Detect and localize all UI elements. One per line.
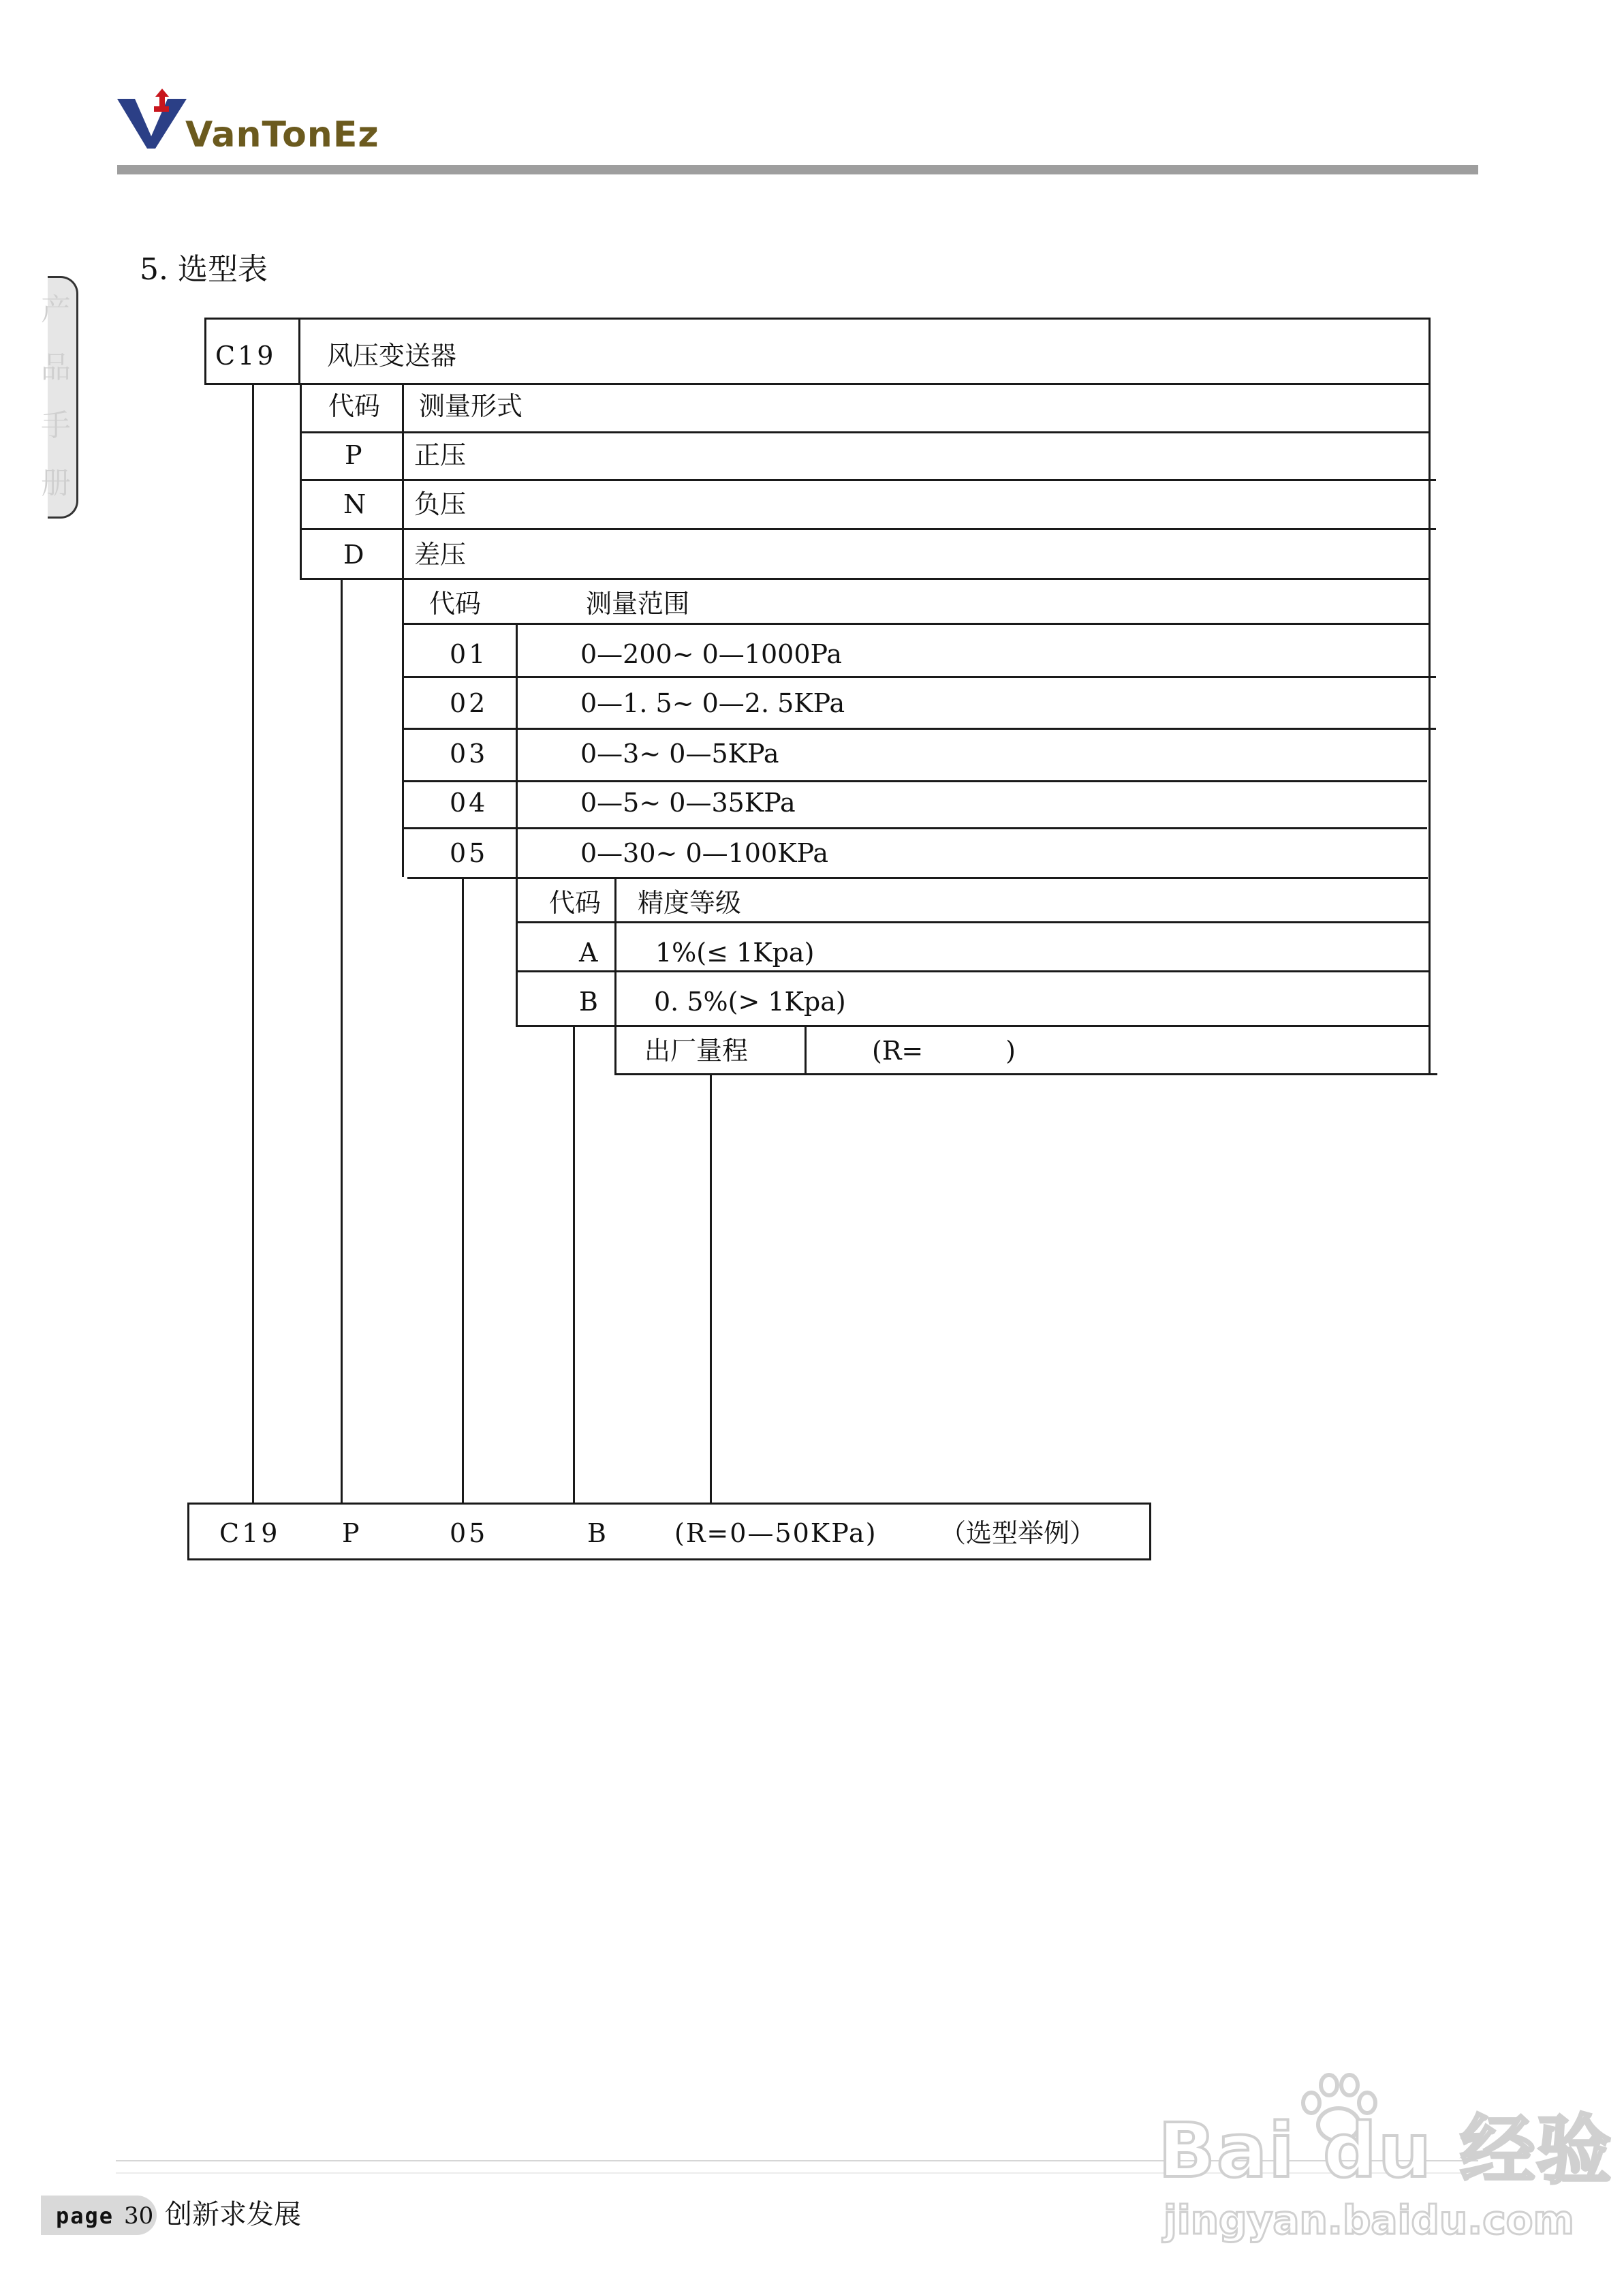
range-code: 05 xyxy=(450,838,488,868)
form-header-code: 代码 xyxy=(328,391,381,421)
form-code: P xyxy=(345,440,362,470)
footer-slogan: 创新求发展 xyxy=(165,2199,301,2230)
example-note: （选型举例） xyxy=(940,1518,1096,1548)
example-form: P xyxy=(342,1518,360,1548)
form-code: D xyxy=(343,540,364,570)
section-title: 5. 选型表 xyxy=(140,252,268,287)
range-label: 0—1. 5~ 0—2. 5KPa xyxy=(580,688,845,718)
model-name: 风压变送器 xyxy=(327,341,457,371)
page-word: page xyxy=(56,2203,114,2229)
logo-text: VanTonEz xyxy=(185,114,379,155)
side-tab-char: 手 xyxy=(41,408,71,443)
range-label: 0—200~ 0—1000Pa xyxy=(580,639,843,669)
example-range: 05 xyxy=(450,1518,488,1548)
page-number: 30 xyxy=(124,2202,154,2230)
side-tab-char: 品 xyxy=(41,350,71,385)
header-rule xyxy=(117,165,1478,174)
accuracy-header-code: 代码 xyxy=(549,888,602,918)
range-code: 02 xyxy=(450,688,488,718)
form-label: 差压 xyxy=(414,540,467,570)
accuracy-label: 0. 5%(> 1Kpa) xyxy=(654,987,846,1017)
side-tab-char: 册 xyxy=(41,466,71,501)
example-model: C19 xyxy=(219,1518,281,1548)
range-code: 01 xyxy=(450,639,488,669)
range-label: 0—3~ 0—5KPa xyxy=(580,739,779,769)
side-tab xyxy=(41,276,78,519)
form-label: 正压 xyxy=(414,440,467,470)
logo-icon xyxy=(116,89,191,150)
watermark-url: jingyan.baidu.com xyxy=(1164,2197,1574,2243)
form-code: N xyxy=(343,489,366,519)
factory-range-label: 出厂量程 xyxy=(644,1036,749,1066)
factory-range-value: (R= ) xyxy=(872,1036,1016,1066)
range-code: 04 xyxy=(450,788,488,818)
form-header-label: 测量形式 xyxy=(419,391,523,421)
example-factory-range: (R=0—50KPa) xyxy=(674,1518,877,1548)
accuracy-code: B xyxy=(579,987,598,1017)
accuracy-header-label: 精度等级 xyxy=(638,888,742,918)
range-label: 0—5~ 0—35KPa xyxy=(580,788,796,818)
watermark-main: Bai du 经验 xyxy=(1158,2107,1613,2194)
range-header-code: 代码 xyxy=(429,589,482,619)
range-label: 0—30~ 0—100KPa xyxy=(580,838,829,868)
form-label: 负压 xyxy=(414,489,467,519)
accuracy-label: 1%(≤ 1Kpa) xyxy=(655,938,815,968)
range-header-label: 测量范围 xyxy=(586,589,690,619)
side-tab-char: 产 xyxy=(41,292,71,327)
range-code: 03 xyxy=(450,739,488,769)
accuracy-code: A xyxy=(579,938,598,968)
model-code: C19 xyxy=(215,341,277,371)
example-accuracy: B xyxy=(587,1518,606,1548)
